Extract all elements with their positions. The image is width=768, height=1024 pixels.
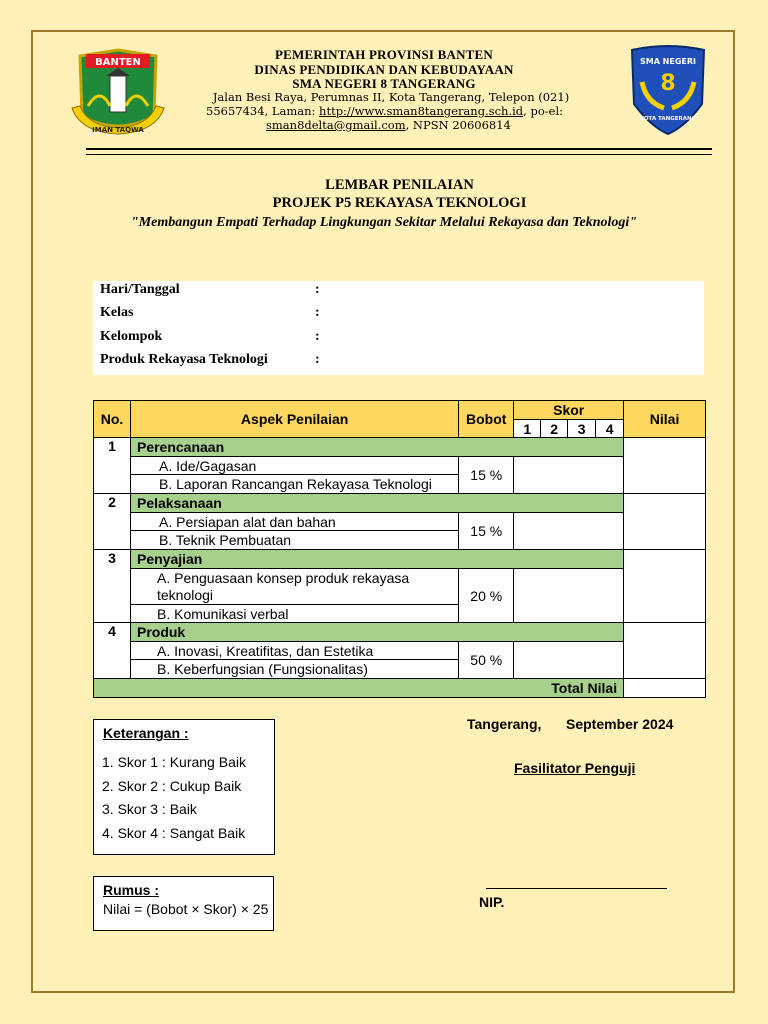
keterangan-item: 3. Skor 3 : Baik (102, 801, 197, 817)
rumus-formula: Nilai = (Bobot × Skor) × 25 (103, 901, 269, 917)
section-no: 4 (94, 623, 131, 679)
section-name: Perencanaan (130, 438, 623, 457)
rumus-title: Rumus : (103, 882, 159, 898)
address-line-3: sman8delta@gmail.com, NPSN 20606814 (266, 118, 511, 132)
bobot-value: 15 % (459, 513, 514, 550)
col-header-aspek: Aspek Penilaian (130, 401, 458, 438)
info-row: Kelompok : (100, 329, 320, 344)
email-link[interactable]: sman8delta@gmail.com (266, 118, 406, 132)
address-line-2: 55657434, Laman: http://www.sman8tangerang.sch.id, po-el: (206, 104, 564, 118)
keterangan-box (93, 719, 275, 855)
rumus-box (93, 876, 274, 931)
section-no: 1 (94, 438, 131, 494)
keterangan-title: Keterangan : (103, 725, 189, 741)
header-government: PEMERINTAH PROVINSI BANTEN (274, 47, 494, 62)
skor-level: 3 (568, 420, 596, 438)
svg-text:8: 8 (660, 71, 676, 96)
info-row: Produk Rekayasa Teknologi : (100, 352, 320, 367)
signature-role: Fasilitator Penguji (514, 760, 636, 776)
info-box (93, 281, 704, 375)
signature-line (486, 888, 667, 889)
bobot-value: 20 % (459, 569, 514, 623)
header-rule-thin (86, 154, 712, 155)
skor-cell[interactable] (514, 569, 624, 623)
total-label: Total Nilai (94, 679, 624, 698)
nilai-cell[interactable] (624, 623, 706, 679)
section-name: Produk (130, 623, 623, 642)
keterangan-item: 4. Skor 4 : Sangat Baik (102, 824, 246, 841)
svg-text:SMA NEGERI: SMA NEGERI (639, 57, 697, 66)
bobot-value: 50 % (459, 642, 514, 679)
keterangan-item: 2. Skor 2 : Cukup Baik (102, 777, 242, 794)
keterangan-item: 1. Skor 1 : Kurang Baik (102, 754, 246, 770)
svg-text:KOTA TANGERANG: KOTA TANGERANG (639, 116, 697, 122)
aspect-item: B. Teknik Pembuatan (130, 531, 458, 550)
document-title (93, 176, 706, 212)
svg-text:BANTEN: BANTEN (95, 57, 141, 68)
section-no: 2 (94, 494, 131, 550)
title-line-2: PROJEK P5 REKAYASA TEKNOLOGI (272, 195, 527, 211)
keterangan-list (102, 751, 246, 845)
skor-level: 4 (596, 420, 624, 438)
school-logo (626, 42, 710, 136)
signature-place: Tangerang, (467, 716, 542, 732)
aspect-item: B. Laporan Rancangan Rekayasa Teknologi (130, 475, 458, 494)
aspect-item: A. Inovasi, Kreatifitas, dan Estetika (130, 642, 458, 660)
section-name: Pelaksanaan (130, 494, 623, 513)
aspect-item: B. Komunikasi verbal (130, 605, 458, 623)
section-no: 3 (94, 550, 131, 623)
col-header-nilai: Nilai (624, 401, 706, 438)
info-row: Hari/Tanggal : (100, 282, 320, 297)
aspect-item: A. Penguasaan konsep produk rekayasa teknologi (130, 569, 458, 605)
section-name: Penyajian (130, 550, 623, 569)
banten-logo (70, 46, 166, 138)
header-school: SMA NEGERI 8 TANGERANG (292, 76, 476, 91)
website-link[interactable]: http://www.sman8tangerang.sch.id (319, 104, 524, 118)
skor-cell[interactable] (514, 513, 624, 550)
nilai-cell[interactable] (624, 550, 706, 623)
nilai-cell[interactable] (624, 438, 706, 494)
skor-cell[interactable] (514, 457, 624, 494)
total-nilai-cell[interactable] (624, 679, 706, 698)
svg-text:IMAN TAQWA: IMAN TAQWA (92, 126, 144, 134)
signature-nip: NIP. (479, 894, 505, 910)
document-subtitle: "Membangun Empati Terhadap Lingkungan Sekitar Melalui Rekayasa dan Teknologi" (130, 215, 638, 230)
col-header-skor: Skor (514, 401, 624, 420)
signature-date: September 2024 (566, 716, 674, 732)
address-line: Jalan Besi Raya, Perumnas II, Kota Tangerang, Telepon (021) (212, 90, 570, 104)
col-header-bobot: Bobot (459, 401, 514, 438)
skor-cell[interactable] (514, 642, 624, 679)
bobot-value: 15 % (459, 457, 514, 494)
letterhead (200, 48, 568, 92)
nilai-cell[interactable] (624, 494, 706, 550)
col-header-no: No. (94, 401, 131, 438)
aspect-item: A. Ide/Gagasan (130, 457, 458, 475)
header-rule-thick (86, 148, 712, 150)
title-line-1: LEMBAR PENILAIAN (325, 177, 474, 193)
skor-level: 2 (541, 420, 568, 438)
address-block (206, 90, 576, 132)
aspect-item: A. Persiapan alat dan bahan (130, 513, 458, 531)
info-row: Kelas : (100, 305, 320, 320)
assessment-table (93, 400, 706, 698)
skor-level: 1 (514, 420, 541, 438)
header-department: DINAS PENDIDIKAN DAN KEBUDAYAAN (254, 61, 514, 77)
aspect-item: B. Keberfungsian (Fungsionalitas) (130, 660, 458, 679)
